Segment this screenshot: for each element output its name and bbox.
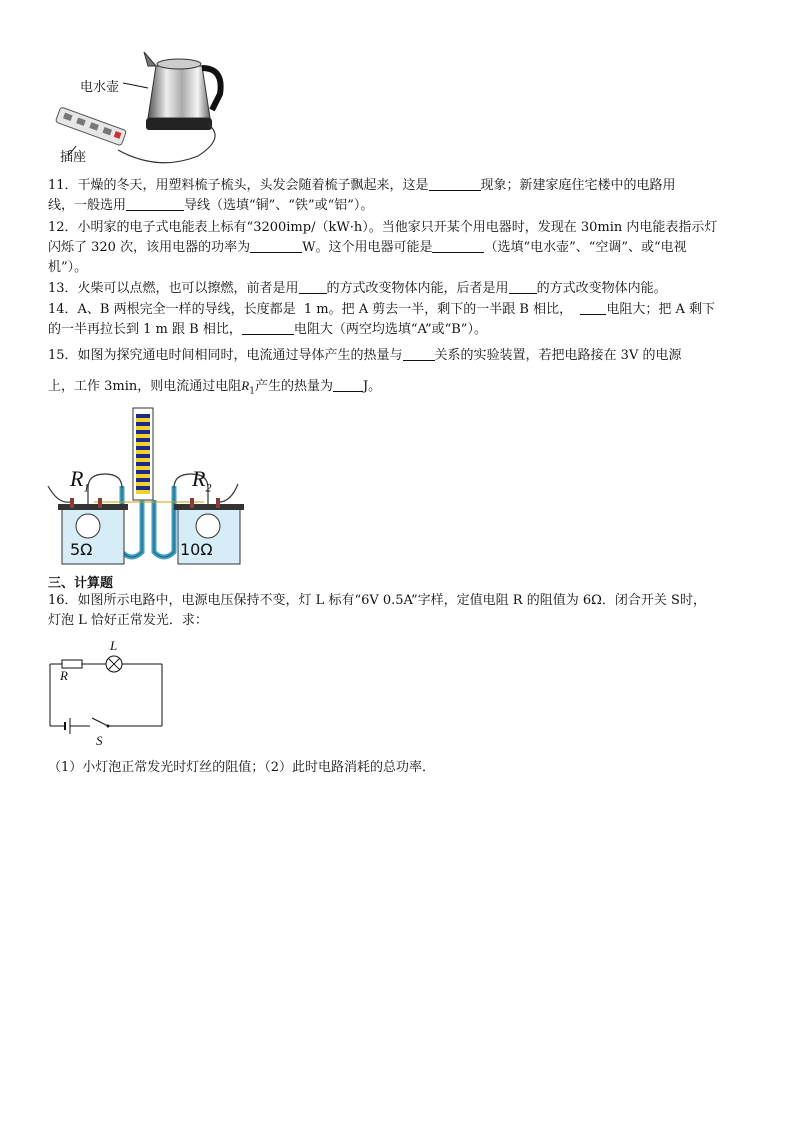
circuit-diagram bbox=[46, 640, 170, 748]
kettle-label: 电水壶 bbox=[80, 80, 120, 95]
socket-label: 插座 bbox=[60, 150, 87, 165]
lamp-label: L bbox=[110, 638, 118, 653]
question-14: 14．A、B 两根完全一样的导线，长度都是 1 m。把 A 剪去一半，剩下的一半跟 B 相比， 电阻大；把 A 剩下 的一半再拉长到 1 m 跟 B 相比， 电阻大（两空均选填“A”或“B”）。 bbox=[48, 302, 716, 337]
switch-label: S bbox=[96, 733, 103, 748]
answer-blank[interactable] bbox=[509, 279, 537, 294]
answer-blank[interactable] bbox=[250, 238, 302, 253]
question-13: 13．火柴可以点燃，也可以擦燃，前者是用 的方式改变物体内能，后者是用 的方式改变物体内能。 bbox=[48, 281, 667, 296]
answer-blank[interactable] bbox=[432, 238, 484, 253]
answer-blank[interactable] bbox=[403, 346, 435, 361]
answer-blank[interactable] bbox=[299, 279, 327, 294]
answer-blank[interactable] bbox=[429, 176, 481, 191]
r1-label: $R_1$ bbox=[70, 466, 90, 495]
switch-symbol bbox=[92, 718, 108, 726]
question-15: 15．如图为探究通电时间相同时，电流通过导体产生的热量与 关系的实验装置，若把电路接在 3V 的电源 上，工作 3min，则电流通过电阻$R_1$产生的热量为 J。 bbox=[48, 348, 682, 397]
r2-label: $R_2$ bbox=[192, 466, 212, 495]
question-11: 11．干燥的冬天，用塑料梳子梳头，头发会随着梳子飘起来，这是 现象；新建家庭住宅楼中的电路用 线，一般选用 导线（选填“铜”、“铁”或“铝”）。 bbox=[48, 178, 676, 213]
question-16-subparts: （1）小灯泡正常发光时灯丝的阻值；（2）此时电路消耗的总功率． bbox=[48, 760, 436, 775]
answer-blank[interactable] bbox=[333, 377, 363, 392]
resistor-symbol bbox=[62, 660, 82, 668]
section-title: 三、计算题 bbox=[48, 576, 114, 591]
resistor-label: R bbox=[60, 668, 68, 683]
answer-blank[interactable] bbox=[126, 196, 184, 211]
answer-blank[interactable] bbox=[580, 300, 606, 315]
question-16: 16．如图所示电路中，电源电压保持不变，灯 L 标有“6V 0.5A”字样，定值电阻 R 的阻值为 6Ω．闭合开关 S时， 灯泡 L 恰好正常发光．求： bbox=[48, 593, 706, 628]
question-12: 12．小明家的电子式电能表上标有“3200imp/（kW·h）。当他家只开某个用电器时，发现在 30min 内电能表指示灯 闪烁了 320 次，该用电器的功率为 W。这个用电器可能是 （选填“电水壶”、“空调”、或“电视 机”）。 bbox=[48, 220, 718, 275]
resistance-10-label: 10Ω bbox=[180, 540, 213, 559]
resistance-5-label: 5Ω bbox=[70, 540, 93, 559]
answer-blank[interactable] bbox=[242, 320, 294, 335]
